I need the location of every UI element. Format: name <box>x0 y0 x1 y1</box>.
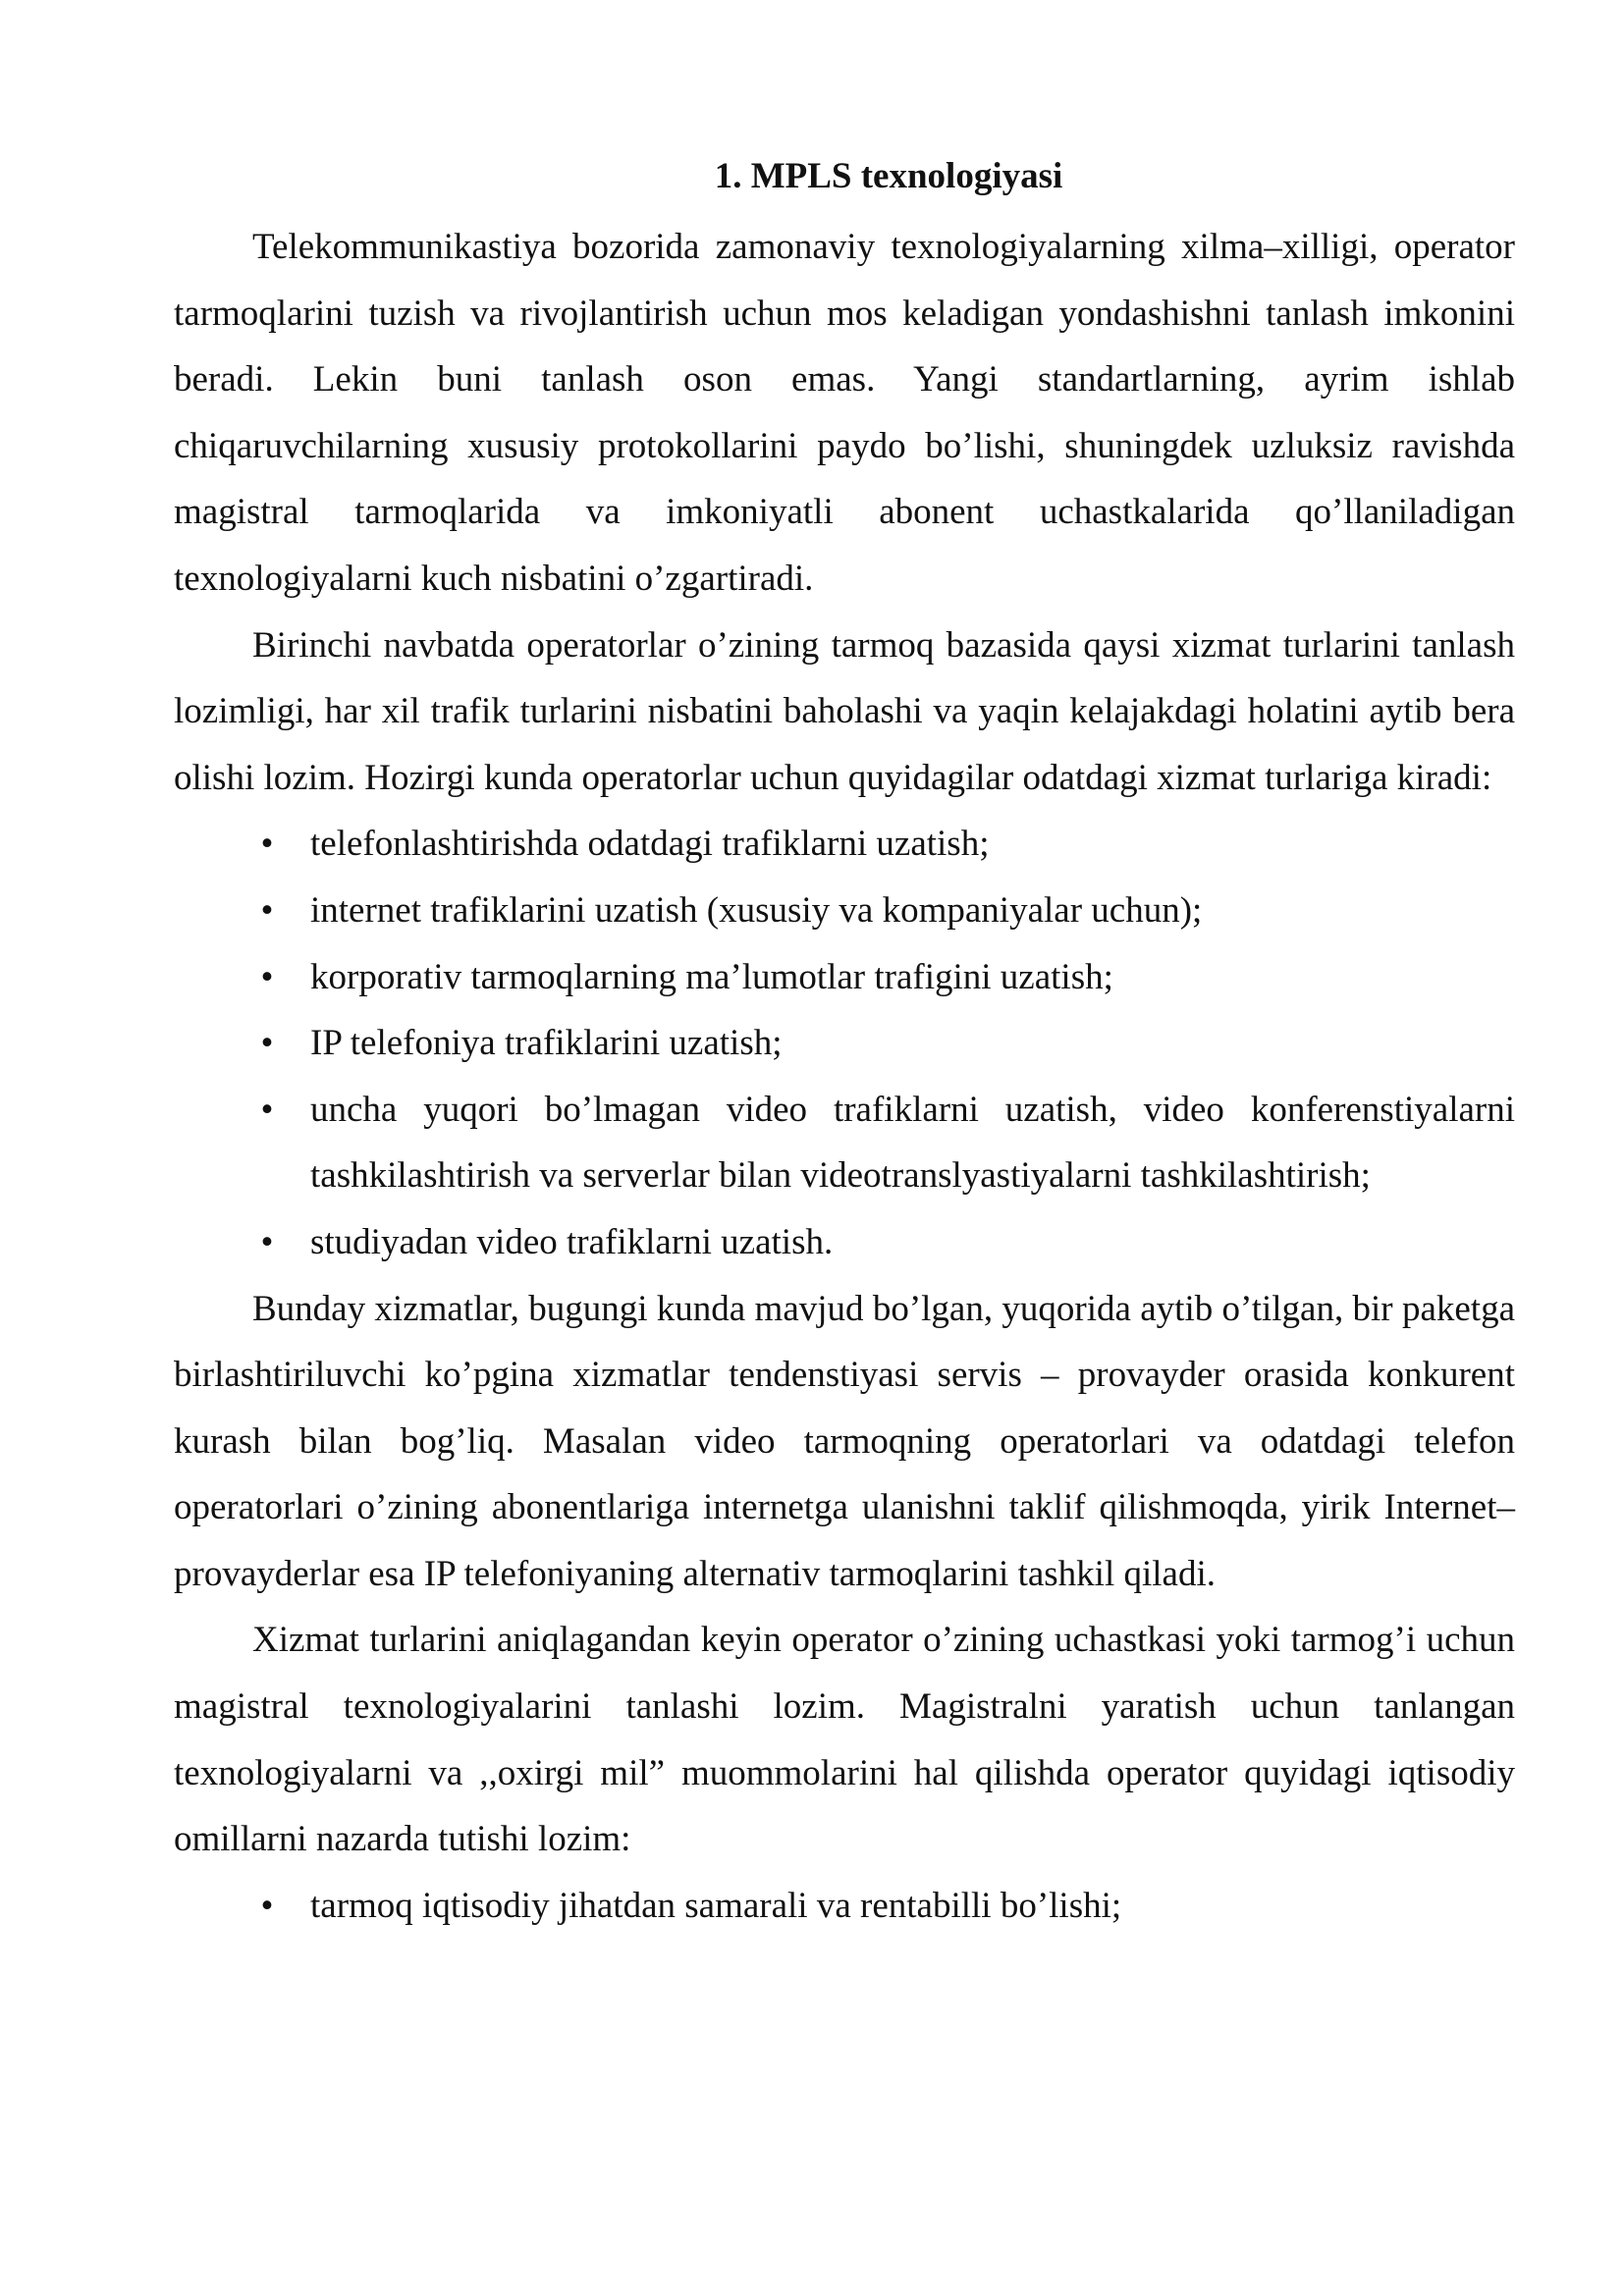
list-item <box>174 811 1515 878</box>
bullet-icon: • <box>260 1221 274 1262</box>
document-title: 1. MPLS texnologiyasi <box>714 156 1063 196</box>
factors-list <box>174 1873 1515 1940</box>
list-item <box>174 878 1515 944</box>
list-item <box>174 1209 1515 1276</box>
list-item <box>174 1873 1515 1940</box>
paragraph-services-intro: Birinchi navbatda operatorlar o’zining tarmoq bazasida qaysi xizmat turlarini tanlash lozimligi, har xil trafik turlarini nisbatini baholashi va yaqin kelajakdagi holatini aytib bera olishi lozim. Hozirgi kunda operatorlar uchun quyidagilar odatdagi xizmat turlariga kiradi: <box>174 624 1515 798</box>
bullet-icon: • <box>260 956 274 997</box>
list-item-text: telefonlashtirishda odatdagi trafiklarni uzatish; <box>310 824 990 865</box>
list-item <box>174 944 1515 1011</box>
paragraph-competition: Bunday xizmatlar, bugungi kunda mavjud bo’lgan, yuqorida aytib o’tilgan, bir paketga birlashtiriluvchi ko’pgina xizmatlar tendenstiyasi servis – provayder orasida konkurent kurash bilan bog’liq. Masalan video tarmoqning operatorlari va odatdagi telefon operatorlari o’zining abonentlariga internetga ulanishni taklif qilishmoqda, yirik Internet–provayderlar esa IP telefoniyaning alternativ tarmoqlarini tashkil qiladi. <box>174 1288 1515 1594</box>
bullet-icon: • <box>260 824 274 865</box>
list-item-text: tarmoq iqtisodiy jihatdan samarali va rentabilli bo’lishi; <box>310 1885 1122 1926</box>
list-item <box>174 1010 1515 1077</box>
bullet-icon: • <box>260 1885 274 1926</box>
paragraph-intro: Telekommunikastiya bozorida zamonaviy texnologiyalarning xilma–xilligi, operator tarmoqlarini tuzish va rivojlantirish uchun mos keladigan yondashishni tanlash imkonini beradi. Lekin buni tanlash oson emas. Yangi standartlarning, ayrim ishlab chiqaruvchilarning xususiy protokollarini paydo bo’lishi, shuningdek uzluksiz ravishda magistral tarmoqlarida va imkoniyatli abonent uchastkalarida qo’llaniladigan texnologiyalarni kuch nisbatini o’zgartiradi. <box>174 227 1515 599</box>
list-item <box>174 1077 1515 1209</box>
list-item-text: IP telefoniya trafiklarini uzatish; <box>310 1023 783 1064</box>
services-list <box>174 811 1515 1275</box>
list-item-text: studiyadan video trafiklarni uzatish. <box>310 1221 834 1262</box>
bullet-icon: • <box>260 1023 274 1064</box>
bullet-icon: • <box>260 1089 274 1130</box>
paragraph-factors: Xizmat turlarini aniqlagandan keyin operator o’zining uchastkasi yoki tarmog’i uchun magistral texnologiyalarini tanlashi lozim. Magistralni yaratish uchun tanlangan texnologiyalarni va ,,oxirgi mil” muommolarini hal qilishda operator quyidagi iqtisodiy omillarni nazarda tutishi lozim: <box>174 1620 1515 1860</box>
bullet-icon: • <box>260 889 274 931</box>
document-page <box>174 147 1515 1939</box>
list-item-text: internet trafiklarini uzatish (xususiy va kompaniyalar uchun); <box>310 889 1203 931</box>
list-item-text: uncha yuqori bo’lmagan video trafiklarni uzatish, video konferenstiyalarni tashkilashtirish va serverlar bilan videotranslyastiyalarni tashkilashtirish; <box>310 1089 1515 1197</box>
list-item-text: korporativ tarmoqlarning ma’lumotlar trafigini uzatish; <box>310 956 1113 997</box>
